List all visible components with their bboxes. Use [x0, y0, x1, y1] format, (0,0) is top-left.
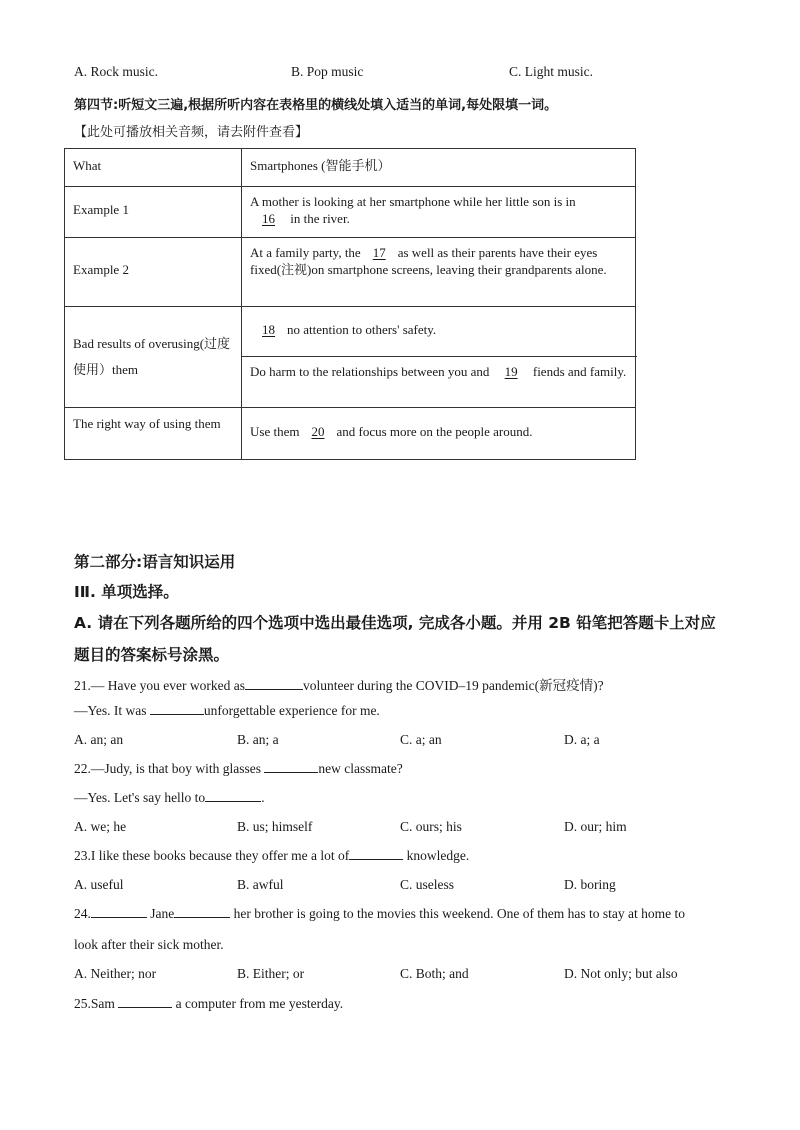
q22-line2: —Yes. Let's say hello to .: [74, 790, 265, 805]
listening-table: [64, 148, 636, 460]
row2-value: A mother is looking at her smartphone while her little son is in 16 in the river.: [250, 194, 576, 226]
blank: [91, 916, 147, 918]
q21-line2: —Yes. It was unforgettable experience for me.: [74, 703, 380, 718]
row3-value: At a family party, the 17 as well as their parents have their eyes fixed(注视)on smartphone screens, leaving their grandparents alone.: [250, 245, 607, 277]
section4-instruction: 第四节:听短文三遍,根据所听内容在表格里的横线处填入适当的单词,每处限填一词。: [74, 98, 558, 113]
table-row: [65, 407, 635, 408]
blank-19: 19: [504, 364, 518, 379]
q21-option-c: C. a; an: [400, 732, 442, 747]
blank-18: 18: [262, 322, 275, 337]
q23-option-c: C. useless: [400, 877, 454, 892]
blank-16: 16: [262, 211, 275, 226]
q23-option-a: A. useful: [74, 877, 124, 892]
row4-value-b: Do harm to the relationships between you and 19 fiends and family.: [250, 364, 627, 379]
row4-value-a: 18 no attention to others' safety.: [250, 321, 630, 338]
q21-option-b: B. an; a: [237, 732, 279, 747]
row5-value: Use them 20 and focus more on the people around.: [250, 424, 533, 439]
audio-note: 【此处可播放相关音频，请去附件查看】: [74, 125, 309, 140]
row1-label: What: [73, 158, 102, 173]
q22-option-c: C. ours; his: [400, 819, 462, 834]
blank: [264, 771, 318, 773]
blank-20: 20: [311, 424, 325, 439]
part2-title: 第二部分:语言知识运用: [74, 553, 236, 571]
q24-option-c: C. Both; and: [400, 966, 469, 981]
q24-option-b: B. Either; or: [237, 966, 305, 981]
q21-option-d: D. a; a: [564, 732, 600, 747]
q24-line2: look after their sick mother.: [74, 937, 224, 952]
q24-option-d: D. Not only; but also: [564, 966, 678, 981]
table-row: [65, 186, 635, 187]
row4-label: Bad results of overusing(过度使用）them: [73, 336, 231, 377]
table-row: [241, 356, 637, 357]
q15-option-b: B. Pop music: [291, 64, 364, 79]
q25-line1: 25.Sam a computer from me yesterday.: [74, 996, 344, 1011]
row5-label: The right way of using them: [73, 416, 221, 431]
q22-line1: 22.—Judy, is that boy with glasses new classmate?: [74, 761, 403, 776]
part2-instr-2: 题目的答案标号涂黑。: [74, 646, 230, 664]
part2-sub: IⅡ. 单项选择。: [74, 583, 179, 601]
row1-value: Smartphones (智能手机）: [250, 158, 391, 173]
blank: [245, 688, 303, 690]
table-row: [65, 237, 635, 238]
table-divider: [241, 149, 242, 459]
q24-option-a: A. Neither; nor: [74, 966, 157, 981]
part2-instr-1: A. 请在下列各题所给的四个选项中选出最佳选项, 完成各小题。并用 2B 铅笔把答题卡上对应: [74, 614, 716, 632]
q23-option-b: B. awful: [237, 877, 284, 892]
blank: [349, 858, 403, 860]
q23-line1: 23.I like these books because they offer me a lot of knowledge.: [74, 848, 470, 863]
q21-option-a: A. an; an: [74, 732, 124, 747]
q21-line1: 21.— Have you ever worked as volunteer during the COVID–19 pandemic(新冠疫情)?: [74, 678, 604, 693]
q22-option-b: B. us; himself: [237, 819, 313, 834]
q24-line1: 24. Jane her brother is going to the movies this weekend. One of them has to stay at home to: [74, 906, 686, 921]
q23-option-d: D. boring: [564, 877, 616, 892]
blank: [118, 1006, 172, 1008]
blank: [174, 916, 230, 918]
row2-label: Example 1: [73, 202, 129, 217]
table-row: [65, 306, 635, 307]
q22-option-a: A. we; he: [74, 819, 127, 834]
blank: [150, 713, 204, 715]
blank: [205, 800, 261, 802]
q22-option-d: D. our; him: [564, 819, 627, 834]
q15-option-c: C. Light music.: [509, 64, 593, 79]
blank-17: 17: [372, 245, 386, 260]
q15-option-a: A. Rock music.: [74, 64, 158, 79]
row3-label: Example 2: [73, 262, 129, 277]
